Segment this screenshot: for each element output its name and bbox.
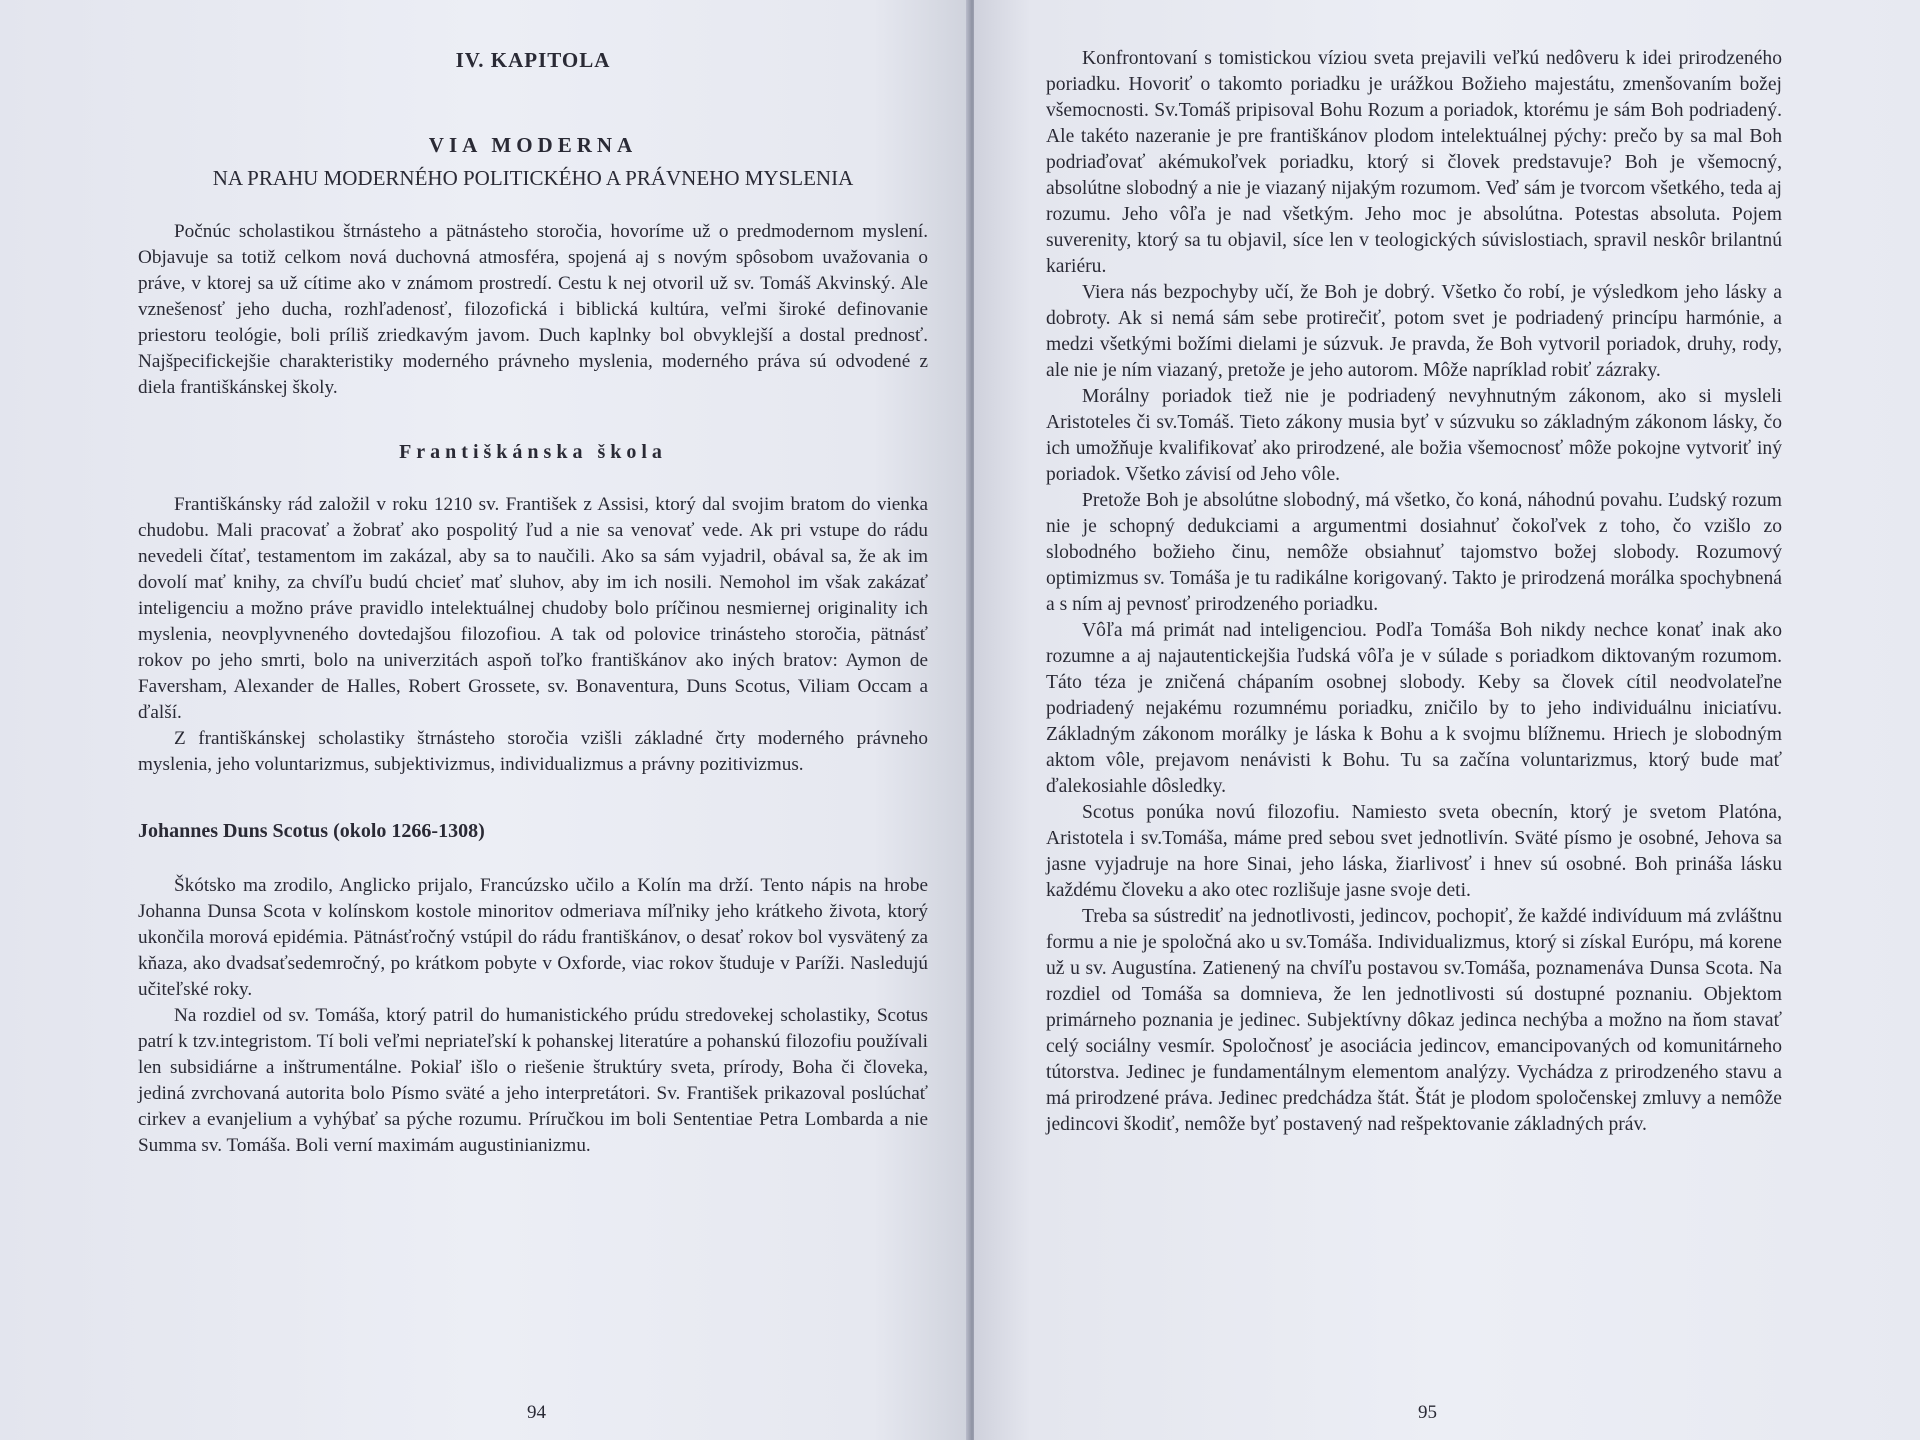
right-paragraph-1: Konfrontovaní s tomistickou víziou sveta prejavili veľkú nedôveru k idei prirodzeného poriadku. Hovoriť o takomto poriadku je urážkou Božieho majestátu, zmenšovaním božej všemocnosti. Sv.Tomáš pripisoval Bohu Rozum a poriadok, ktorému je sám Boh podriadený. Ale takéto nazeranie je pre františkánov plodom intelektuálnej pýchy: prečo by sa mal Boh podriaďovať akémukoľvek poriadku, ktorý si človek predstavuje? Boh je všemocný, absolútne slobodný a nie je viazaný nijakým rozumom. Veď sám je tvorcom všetkého, teda aj rozumu. Jeho vôľa je nad všetkým. Jeho moc je absolútna. Potestas absoluta. Pojem suverenity, ktorý sa tu objavil, síce len v teologických súvislostiach, spravil neskôr brilantnú kariéru. bbox=[1046, 48, 1782, 277]
section-heading-duns-scotus: Johannes Duns Scotus (okolo 1266-1308) bbox=[138, 820, 485, 842]
right-paragraph-6: Scotus ponúka novú filozofiu. Namiesto sveta obecnín, ktorý je svetom Platóna, Aristotela i sv.Tomáša, máme pred sebou svet jednotlivín. Sväté písmo je osobné, Jehova sa jasne vyjadruje na hore Sinai, jeho láska, žiarlivosť i hnev sú osobné. Boh prináša lásku každému človeku a ako otec rozlišuje jasne svoje deti. bbox=[1046, 802, 1782, 901]
right-paragraph-7: Treba sa sústrediť na jednotlivosti, jedincov, pochopiť, že každé indivíduum má zvláštnu formu a nie je spoločná ako u sv.Tomáša. Individualizmus, ktorý si získal Európu, má korene už u sv. Augustína. Zatienený na chvíľu postavou sv.Tomáša, poznamenáva Dunsa Scota. Na rozdiel od Tomáša sa domnieva, že len jednotlivosti sú dostupné poznaniu. Objektom primárneho poznania je jedinec. Subjektívny dôkaz jedinca nechýba a možno na ňom stavať celý sociálny vesmír. Spoločnosť je asociácia jedincov, emancipovaných od komunitárneho tútorstva. Jedinec je fundamentálnym elementom analýzy. Vychádza z prirodzeného stavu a má prirodzené práva. Jedinec predchádza štát. Štát je plodom spoločenskej zmluvy a nemôže jedincovi škodiť, nemôže byť postavený nad rešpektovanie základných práv. bbox=[1046, 906, 1782, 1135]
right-page bbox=[974, 0, 1920, 1440]
chapter-heading: IV. KAPITOLA bbox=[455, 48, 611, 72]
section1-paragraph-2: Z františkánskej scholastiky štrnásteho storočia vzišli základné črty moderného právneho myslenia, jeho voluntarizmus, subjektivizmus, individualizmus a právny pozitivizmus. bbox=[138, 728, 928, 775]
right-paragraph-2: Viera nás bezpochyby učí, že Boh je dobrý. Všetko čo robí, je výsledkom jeho lásky a dobroty. Ak si nemá sám sebe protirečiť, potom svet je podriadený princípu harmónie, a medzi všetkými božími dielami je súzvuk. Je pravda, že Boh vytvoril poriadok, druhy, rody, ale nie je ním viazaný, pretože je jeho autorom. Môže napríklad robiť zázraky. bbox=[1046, 282, 1782, 381]
section2-paragraph-1: Škótsko ma zrodilo, Anglicko prijalo, Francúzsko učilo a Kolín ma drží. Tento nápis na hrobe Johanna Dunsa Scota v kolínskom kostole minoritov odmeriava míľniky jeho krátkeho života, ktorý ukončila morová epidémia. Pätnásťročný vstúpil do rádu františkánov, o desať rokov bol vysvätený za kňaza, ako dvadsaťsedemročný, po krátkom pobyte v Oxforde, viac rokov študuje v Paríži. Nasledujú učiteľské roky. bbox=[138, 875, 928, 1000]
right-paragraph-3: Morálny poriadok tiež nie je podriadený nevyhnutným zákonom, ako si mysleli Aristoteles či sv.Tomáš. Tieto zákony musia byť v súzvuku so základným zákonom lásky, čo ich umožňuje kvalifikovať ako prirodzené, ale božia všemocnosť môže pokojne vytvoriť iný poriadok. Všetko závisí od Jeho vôle. bbox=[1046, 386, 1782, 485]
section-heading-franciscan-school: Františkánska škola bbox=[399, 441, 667, 463]
page-number-left: 94 bbox=[527, 1402, 546, 1423]
section1-paragraph-1: Františkánsky rád založil v roku 1210 sv. František z Assisi, ktorý dal svojim bratom do vienka chudobu. Mali pracovať a žobrať ako pospolitý ľud a nie sa venovať vede. Ak pri vstupe do rádu nevedeli čítať, testamentom im zakázal, aby sa to naučili. Ako sa sám vyjadril, obával sa, že ak im dovolí mať knihy, za chvíľu budú chcieť mať sluhov, aby im ich nosili. Nemohol im však zakázať inteligenciu a možno práve pravidlo intelektuálnej chudoby bolo príčinou nesmiernej originality ich myslenia, neovplyvneného dovtedajšou filozofiou. A tak od polovice trinásteho storočia, pätnásť rokov po jeho smrti, bolo na univerzitách aspoň toľko františkánov ako iných bratov: Aymon de Faversham, Alexander de Halles, Robert Grossete, sv. Bonaventura, Duns Scotus, Viliam Occam a ďalší. bbox=[138, 494, 928, 723]
right-paragraph-5: Vôľa má primát nad inteligenciou. Podľa Tomáša Boh nikdy nechce konať inak ako rozumne a aj najautentickejšia ľudská vôľa je v súlade s poriadkom diktovaným rozumom. Táto téza je zničená chápaním osobnej slobody. Keby sa človek cítil neodvolateľne podriadený nejakému rozumnému poriadku, zničilo by to jeho individuálnu iniciatívu. Základným zákonom morálky je láska k Bohu a k svojmu blížnemu. Hriech je slobodným aktom vôle, prejavom nenávisti k Bohu. Tu sa začína voluntarizmus, ktorý bude mať ďalekosiahle dôsledky. bbox=[1046, 620, 1782, 797]
intro-paragraph: Počnúc scholastikou štrnásteho a pätnásteho storočia, hovoríme už o predmodernom myslení. Objavuje sa totiž celkom nová duchovná atmosféra, spojená aj s novým spôsobom uvažovania o práve, v ktorej sa už cítime ako v známom prostredí. Cestu k nej otvoril už sv. Tomáš Akvinský. Ale vznešenosť jeho ducha, rozhľadenosť, filozofická i biblická kultúra, veľmi široké definovanie priestoru teológie, boli príliš zriedkavým javom. Duch kaplnky bol obvyklejší a dostal prednosť. Najšpecifickejšie charakteristiky moderného právneho myslenia, moderného práva sú odvodené z diela františkánskej školy. bbox=[138, 221, 928, 398]
right-paragraph-4: Pretože Boh je absolútne slobodný, má všetko, čo koná, náhodnú povahu. Ľudský rozum nie je schopný dedukciami a argumentmi dosiahnuť čokoľvek z toho, čo vzišlo zo slobodného božieho činu, nemôže obsiahnuť tajomstvo božej slobody. Rozumový optimizmus sv. Tomáša je tu radikálne korigovaný. Takto je prirodzená morálka spochybnená a s ním aj pevnosť prirodzeného poriadku. bbox=[1046, 490, 1782, 615]
chapter-subtitle: NA PRAHU MODERNÉHO POLITICKÉHO A PRÁVNEHO MYSLENIA bbox=[212, 166, 854, 190]
chapter-title: VIA MODERNA bbox=[428, 133, 638, 157]
section2-paragraph-2: Na rozdiel od sv. Tomáša, ktorý patril do humanistického prúdu stredovekej scholastiky, Scotus patrí k tzv.integristom. Tí boli veľmi nepriateľskí k pohanskej literatúre a pohanskú filozofiu používali len subsidiárne a inštrumentálne. Pokiaľ išlo o riešenie štruktúry sveta, prírody, Boha či človeka, jediná zvrchovaná autorita bolo Písmo sväté a jeho interpretátori. Sv. František prikazoval poslúchať cirkev a evanjelium a vyhýbať sa pýche rozumu. Príručkou im boli Sententiae Petra Lombarda a nie Summa sv. Tomáša. Boli verní maximám augustinianizmu. bbox=[138, 1005, 928, 1156]
page-number-right: 95 bbox=[1418, 1402, 1437, 1423]
